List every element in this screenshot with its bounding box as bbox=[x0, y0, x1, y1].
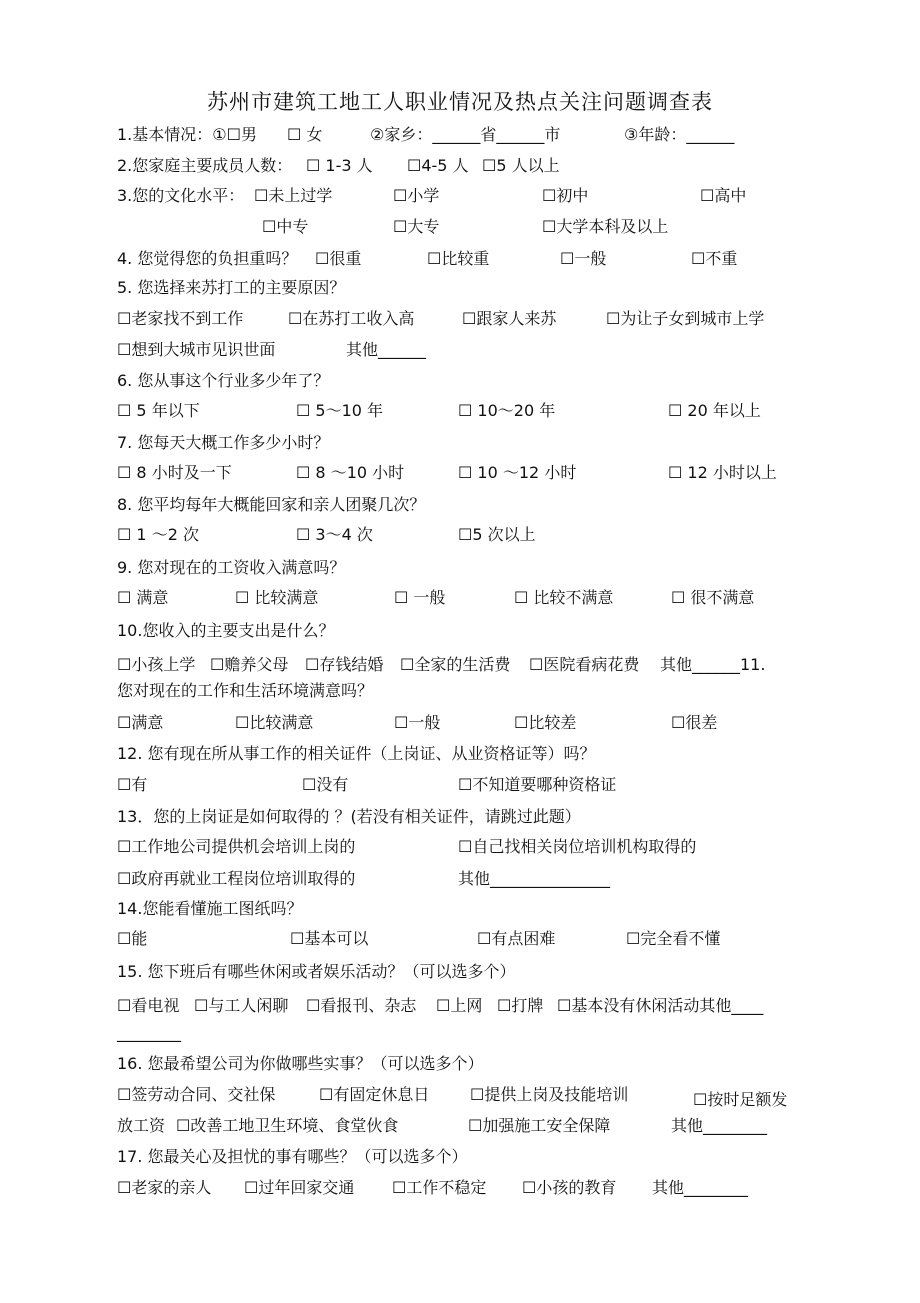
survey-line bbox=[0, 897, 920, 921]
checkbox-option[interactable]: ☐一般 bbox=[394, 713, 441, 732]
question-text: 7. 您每天大概工作多少小时？ bbox=[117, 433, 330, 452]
checkbox-option[interactable]: ☐按时足额发 bbox=[693, 1090, 788, 1109]
checkbox-option[interactable]: ☐ 12 小时以上 bbox=[668, 463, 777, 482]
question-text: 13．您的上岗证是如何取得的 ？(若没有相关证件，请跳过此题） bbox=[117, 807, 581, 826]
checkbox-option[interactable]: ☐小学 bbox=[393, 186, 440, 205]
question-text: 1.基本情况：①☐男 bbox=[117, 125, 257, 144]
checkbox-option[interactable]: ☐有点困难 bbox=[477, 929, 556, 948]
checkbox-option[interactable]: ☐提供上岗及技能培训 bbox=[470, 1085, 629, 1104]
survey-line bbox=[0, 369, 920, 393]
checkbox-option[interactable]: ☐高中 bbox=[700, 186, 747, 205]
checkbox-option[interactable]: ☐ 3～4 次 bbox=[296, 525, 373, 544]
checkbox-option[interactable]: ☐ 8 ～10 小时 bbox=[296, 463, 405, 482]
checkbox-option[interactable]: ☐比较差 bbox=[514, 713, 577, 732]
question-text: 其他______11. bbox=[660, 655, 766, 674]
survey-line bbox=[0, 556, 920, 580]
survey-line bbox=[0, 461, 920, 485]
survey-line bbox=[0, 653, 920, 677]
checkbox-option[interactable]: ☐有固定休息日 bbox=[319, 1085, 430, 1104]
question-text: 12. 您有现在所从事工作的相关证件（上岗证、从业资格证等）吗？ bbox=[117, 744, 596, 763]
checkbox-option[interactable]: ☐大专 bbox=[393, 217, 440, 236]
question-text: 3.您的文化水平： bbox=[117, 186, 245, 205]
checkbox-option[interactable]: ☐ 很不满意 bbox=[671, 588, 755, 607]
checkbox-option[interactable]: ☐小孩上学 bbox=[117, 655, 196, 674]
survey-line bbox=[0, 1088, 920, 1112]
question-text: ②家乡：______省______市 bbox=[370, 125, 561, 144]
question-text: 6. 您从事这个行业多少年了？ bbox=[117, 371, 330, 390]
question-text: 您对现在的工作和生活环境满意吗？ bbox=[117, 681, 374, 700]
checkbox-option[interactable]: ☐看电视 bbox=[117, 996, 180, 1015]
survey-line bbox=[0, 1145, 920, 1169]
survey-line bbox=[0, 399, 920, 423]
checkbox-option[interactable]: ☐政府再就业工程岗位培训取得的 bbox=[117, 869, 356, 888]
checkbox-option[interactable]: ☐老家的亲人 bbox=[117, 1178, 212, 1197]
checkbox-option[interactable]: ☐ 1 ～2 次 bbox=[117, 525, 199, 544]
checkbox-option[interactable]: ☐加强施工安全保障 bbox=[468, 1116, 611, 1135]
checkbox-option[interactable]: ☐小孩的教育 bbox=[522, 1178, 617, 1197]
survey-line bbox=[0, 338, 920, 362]
checkbox-option[interactable]: ☐签劳动合同、交社保 bbox=[117, 1085, 276, 1104]
checkbox-option[interactable]: ☐初中 bbox=[542, 186, 589, 205]
checkbox-option[interactable]: ☐比较满意 bbox=[235, 713, 314, 732]
question-text: 8. 您平均每年大概能回家和亲人团聚几次？ bbox=[117, 495, 426, 514]
checkbox-option[interactable]: ☐没有 bbox=[302, 775, 349, 794]
checkbox-option[interactable]: ☐能 bbox=[117, 929, 148, 948]
checkbox-option[interactable]: ☐想到大城市见识世面 bbox=[117, 340, 276, 359]
survey-line bbox=[0, 711, 920, 735]
survey-line bbox=[0, 742, 920, 766]
question-text: 10.您收入的主要支出是什么？ bbox=[117, 621, 335, 640]
survey-line bbox=[0, 493, 920, 517]
checkbox-option[interactable]: ☐赡养父母 bbox=[210, 655, 289, 674]
checkbox-option[interactable]: ☐满意 bbox=[117, 713, 164, 732]
question-text: 其他________ bbox=[671, 1116, 768, 1135]
question-text: 16. 您最希望公司为你做哪些实事？（可以选多个） bbox=[117, 1054, 484, 1073]
question-text: 2.您家庭主要成员人数： bbox=[117, 156, 293, 175]
checkbox-option[interactable]: ☐基本可以 bbox=[290, 929, 369, 948]
survey-line bbox=[0, 247, 920, 271]
checkbox-option[interactable]: ☐一般 bbox=[560, 249, 607, 268]
checkbox-option[interactable]: ☐中专 bbox=[262, 217, 309, 236]
checkbox-option[interactable]: ☐存钱结婚 bbox=[305, 655, 384, 674]
survey-line bbox=[0, 1114, 920, 1138]
checkbox-option[interactable]: ☐4-5 人 bbox=[407, 156, 469, 175]
survey-line bbox=[0, 805, 920, 829]
survey-line bbox=[0, 184, 920, 208]
question-text: 其他_______________ bbox=[458, 869, 611, 888]
checkbox-option[interactable]: ☐不知道要哪种资格证 bbox=[458, 775, 617, 794]
checkbox-option[interactable]: ☐ 8 小时及一下 bbox=[117, 463, 232, 482]
checkbox-option[interactable]: ☐ 比较满意 bbox=[235, 588, 319, 607]
survey-line bbox=[0, 773, 920, 797]
question-text: 17. 您最关心及担忧的事有哪些？（可以选多个） bbox=[117, 1147, 468, 1166]
survey-line bbox=[0, 523, 920, 547]
survey-line bbox=[0, 586, 920, 610]
checkbox-option[interactable]: ☐看报刊、杂志 bbox=[306, 996, 417, 1015]
checkbox-option[interactable]: ☐改善工地卫生环境、食堂伙食 bbox=[176, 1116, 399, 1135]
checkbox-option[interactable]: ☐老家找不到工作 bbox=[117, 309, 244, 328]
checkbox-option[interactable]: ☐在苏打工收入高 bbox=[288, 309, 415, 328]
checkbox-option[interactable]: ☐未上过学 bbox=[254, 186, 333, 205]
question-text: ________ bbox=[117, 1023, 181, 1042]
checkbox-option[interactable]: ☐ 1-3 人 bbox=[306, 156, 373, 175]
survey-line bbox=[0, 994, 920, 1018]
checkbox-option[interactable]: ☐很差 bbox=[671, 713, 718, 732]
checkbox-option[interactable]: ☐不重 bbox=[691, 249, 738, 268]
checkbox-option[interactable]: ☐完全看不懂 bbox=[626, 929, 721, 948]
survey-line bbox=[0, 276, 920, 300]
checkbox-option[interactable]: ☐ 5 年以下 bbox=[117, 401, 200, 420]
checkbox-option[interactable]: ☐有 bbox=[117, 775, 148, 794]
checkbox-option[interactable]: ☐医院看病花费 bbox=[529, 655, 640, 674]
checkbox-option[interactable]: ☐ 10～20 年 bbox=[458, 401, 556, 420]
checkbox-option[interactable]: ☐跟家人来苏 bbox=[462, 309, 557, 328]
survey-line bbox=[0, 679, 920, 703]
question-text: 4. 您觉得您的负担重吗？ bbox=[117, 249, 298, 268]
checkbox-option[interactable]: ☐工作地公司提供机会培训上岗的 bbox=[117, 837, 356, 856]
checkbox-option[interactable]: ☐5 次以上 bbox=[458, 525, 536, 544]
checkbox-option[interactable]: ☐ 比较不满意 bbox=[514, 588, 614, 607]
checkbox-option[interactable]: ☐上网 bbox=[436, 996, 483, 1015]
checkbox-option[interactable]: ☐与工人闲聊 bbox=[194, 996, 289, 1015]
survey-line bbox=[0, 307, 920, 331]
survey-line bbox=[0, 867, 920, 891]
checkbox-option[interactable]: ☐ 女 bbox=[287, 125, 323, 144]
question-text: 5. 您选择来苏打工的主要原因？ bbox=[117, 278, 346, 297]
survey-line bbox=[0, 927, 920, 951]
survey-line bbox=[0, 1176, 920, 1200]
checkbox-option[interactable]: ☐ 5～10 年 bbox=[296, 401, 384, 420]
checkbox-option[interactable]: ☐全家的生活费 bbox=[400, 655, 511, 674]
checkbox-option[interactable]: ☐ 满意 bbox=[117, 588, 169, 607]
checkbox-option[interactable]: ☐很重 bbox=[315, 249, 362, 268]
survey-line bbox=[0, 123, 920, 147]
question-text: 15. 您下班后有哪些休闲或者娱乐活动？（可以选多个） bbox=[117, 962, 516, 981]
survey-line bbox=[0, 154, 920, 178]
checkbox-option[interactable]: ☐ 20 年以上 bbox=[668, 401, 761, 420]
checkbox-option[interactable]: ☐自己找相关岗位培训机构取得的 bbox=[458, 837, 697, 856]
checkbox-option[interactable]: ☐基本没有休闲活动其他____ bbox=[557, 996, 764, 1015]
checkbox-option[interactable]: ☐比较重 bbox=[427, 249, 490, 268]
question-text: 其他________ bbox=[652, 1178, 749, 1197]
question-text: 14.您能看懂施工图纸吗？ bbox=[117, 899, 303, 918]
survey-line bbox=[0, 1052, 920, 1076]
question-text: ③年龄：______ bbox=[624, 125, 735, 144]
checkbox-option[interactable]: ☐过年回家交通 bbox=[244, 1178, 355, 1197]
checkbox-option[interactable]: ☐打牌 bbox=[497, 996, 544, 1015]
survey-line bbox=[0, 215, 920, 239]
survey-line bbox=[0, 431, 920, 455]
checkbox-option[interactable]: ☐大学本科及以上 bbox=[542, 217, 669, 236]
checkbox-option[interactable]: ☐工作不稳定 bbox=[392, 1178, 487, 1197]
checkbox-option[interactable]: ☐5 人以上 bbox=[482, 156, 560, 175]
survey-line bbox=[0, 960, 920, 984]
checkbox-option[interactable]: ☐为让子女到城市上学 bbox=[606, 309, 765, 328]
survey-line bbox=[0, 619, 920, 643]
checkbox-option[interactable]: 放工资 bbox=[117, 1116, 166, 1135]
survey-line bbox=[0, 1021, 920, 1045]
page-title: 苏州市建筑工地工人职业情况及热点关注问题调查表 bbox=[207, 90, 713, 114]
survey-line bbox=[0, 835, 920, 859]
question-text: 9. 您对现在的工资收入满意吗？ bbox=[117, 558, 346, 577]
checkbox-option[interactable]: ☐ 一般 bbox=[394, 588, 446, 607]
question-text: 其他______ bbox=[346, 340, 427, 359]
checkbox-option[interactable]: ☐ 10 ～12 小时 bbox=[458, 463, 577, 482]
